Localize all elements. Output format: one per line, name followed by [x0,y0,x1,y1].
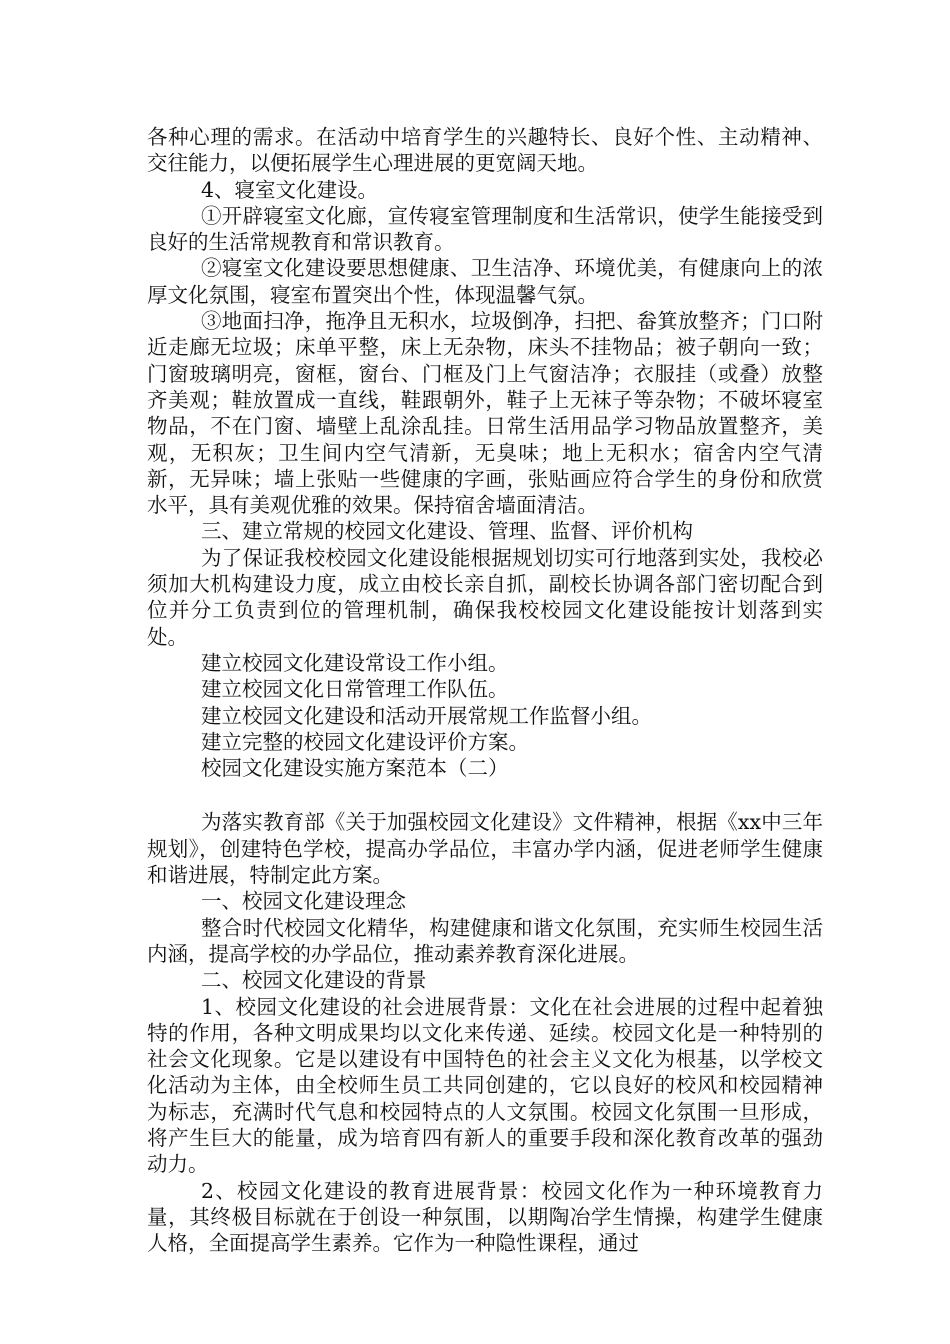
paragraph-7: 为了保证我校校园文化建设能根据规划切实可行地落到实处，我校必须加大机构建设力度，成立由校长亲自抓，副校长协调各部门密切配合到位并分工负责到位的管理机制，确保我校校园文化建设能按计划落到实处。 [147,545,823,649]
paragraph-4: ②寝室文化建设要思想健康、卫生洁净、环境优美，有健康向上的浓厚文化氛围，寝室布置突出个性，体现温馨气氛。 [147,256,823,307]
list-item: 建立校园文化日常管理工作队伍。 [201,677,509,702]
blank-line [147,781,823,809]
paragraph-background-1: 1、校园文化建设的社会进展背景：文化在社会进展的过程中起着独特的作用，各种文明成果均以文化来传递、延续。校园文化是一种特别的社会文化现象。它是以建设有中国特色的社会主义文化为根基，以学校文化活动为主体，由全校师生员工共同创建的，它以良好的校风和校园精神为标志，充满时代气息和校园特点的人文氛围。校园文化氛围一旦形成，将产生巨大的能量，成为培育四有新人的重要手段和深化教育改革的强劲动力。 [147,994,823,1177]
paragraph-background-2: 2、校园文化建设的教育进展背景：校园文化作为一种环境教育力量，其终极目标就在于创设一种氛围，以期陶冶学生情操，构建学生健康人格，全面提高学生素养。它作为一种隐性课程，通过 [147,1178,823,1256]
list-item: 建立完整的校园文化建设评价方案。 [201,729,529,754]
section-heading-3: 三、建立常规的校园文化建设、管理、监督、评价机构 [201,519,693,544]
paragraph-2: 4、寝室文化建设。 [201,177,379,202]
paragraph-intro: 为落实教育部《关于加强校园文化建设》文件精神，根据《xx中三年规划》，创建特色学校，提高办学品位，丰富办学内涵，促进老师学生健康和谐进展，特制定此方案。 [147,810,823,888]
paragraph-concept: 整合时代校园文化精华，构建健康和谐文化氛围，充实师生校园生活内涵，提高学校的办学品位，推动素养教育深化进展。 [147,915,823,966]
paragraph-1: 各种心理的需求。在活动中培育学生的兴趣特长、良好个性、主动精神、交往能力，以便拓展学生心理进展的更宽阔天地。 [147,125,823,176]
section-heading-1: 一、校园文化建设理念 [201,889,406,914]
document-body [147,124,823,1256]
list-item: 建立校园文化建设和活动开展常规工作监督小组。 [201,703,652,728]
list-item: 建立校园文化建设常设工作小组。 [201,650,509,675]
paragraph-3: ①开辟寝室文化廊，宣传寝室管理制度和生活常识，使学生能接受到良好的生活常规教育和常识教育。 [147,203,823,255]
paragraph-5: ③地面扫净，拖净且无积水，垃圾倒净，扫把、畚箕放整齐；门口附近走廊无垃圾；床单平整，床上无杂物，床头不挂物品；被子朝向一致；门窗玻璃明亮，窗框，窗台、门框及门上气窗洁净；衣服挂（或叠）放整齐美观；鞋放置成一直线，鞋跟朝外，鞋子上无袜子等杂物；不破坏寝室物品，不在门窗、墙壁上乱涂乱挂。日常生活用品学习物品放置整齐，美观，无积灰；卫生间内空气清新，无臭味；地上无积水；宿舍内空气清新，无异味；墙上张贴一些健康的字画，张贴画应符合学生的身份和欣赏水平，具有美观优雅的效果。保持宿舍墙面清洁。 [147,309,823,518]
document-subtitle: 校园文化建设实施方案范本（二） [201,756,509,781]
section-heading-2: 二、校园文化建设的背景 [201,968,427,993]
